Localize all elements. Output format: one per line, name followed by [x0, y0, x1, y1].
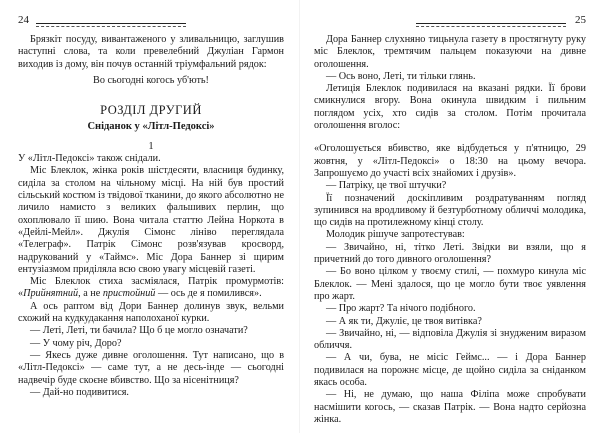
dialogue-line: — Звичайно, ні, тітко Леті. Звідки ви взяли, що я причетний до того дивного оголошення? — [314, 241, 586, 266]
dialogue-line: — Звичайно, ні, — відповіла Джулія зі знудженим виразом обличчя. — [314, 327, 586, 352]
paragraph: Летиція Блеклок подивилася на вказані рядки. Її брови смикнулися вгору. Вона окинула швидким і пильним поглядом усіх, хто сидів за столом. Потім прочитала оголошення вголос: — [314, 83, 586, 132]
opening-paragraph: Брязкіт посуду, вивантаженого у зливальницю, заглушив наступні слова, та коли превелебний Джуліан Гармон виходив із дому, він почув останній тріумфальний рядок: — [18, 34, 284, 70]
paragraph: У «Літл-Педоксі» також снідали. — [18, 153, 161, 165]
dialogue-line: — Леті, Леті, ти бачила? Що б це могло означати? — [30, 325, 248, 337]
page-number: 25 — [575, 14, 586, 26]
right-page-header — [314, 0, 586, 34]
dialogue-line: — Патріку, це твої штучки? — [326, 180, 447, 192]
dialogue-line: — Бо воно цілком у твоєму стилі, — похмуро кинула міс Блеклок. — Мені здалося, що це могло бути твоє уявлення про жарт. — [314, 266, 586, 302]
left-page-text — [18, 34, 284, 399]
italic-word: Прийнятний — [23, 288, 79, 300]
section-number: 1 — [148, 141, 154, 153]
dialogue-line: — У чому річ, Доро? — [30, 337, 122, 349]
dialogue-line: — А чи, бува, не місіс Геймс... — і Дора Баннер подивилася на порожнє місце, де щойно сиділа за сніданком якась особа. — [314, 352, 586, 389]
dialogue-line: — Про жарт? Та нічого подібного. — [326, 303, 476, 315]
header-rule — [36, 23, 186, 27]
right-page — [300, 0, 600, 433]
paragraph: Її позначений доскіпливим роздратуванням погляд зупинився на вродливому й безтурботному обличчі молодика, що сидів на протилежному кінці столу. — [314, 192, 586, 229]
paragraph-text: Міс Блеклок стиха засміялася, Патрік промурмотів: « — [18, 276, 284, 300]
paragraph: Дора Баннер слухняно тицьнула газету в простягнуту руку міс Блеклок, тремтячим пальцем показуючи на дивне оголошення. — [314, 34, 586, 70]
dialogue-line: — Ні, не думаю, що наша Філіпа може спробувати насмішити когось, — сказав Патрік. — Вона надто серйозна жінка. — [314, 389, 586, 425]
paragraph — [18, 276, 284, 301]
right-page-text — [314, 34, 586, 426]
song-line: Во сьогодні когось уб'ють! — [93, 74, 209, 86]
italic-word: пристойний — [102, 288, 156, 300]
chapter-title: РОЗДІЛ ДРУГИЙ — [100, 103, 202, 118]
page-number: 24 — [18, 14, 29, 26]
paragraph: Міс Блеклок, жінка років шістдесяти, власниця будинку, сиділа за столом на чільному місці. На ній був простий сільський костюм із твідової тканини, до якого абсолютно не личило намисто з великих фальшивих перлин, що охоплювало її шию. Вона читала статтю Лейна Норкота в «Дейлі-Мейл». Джулія Сімонс лініво переглядала «Телеграф». Патрік Сімонс розв'язував кросворд, надрукований у «Таймс». Міс Дора Баннер зі щирим ентузіазмом приділяла всю свою увагу місцевій газеті. — [18, 165, 284, 275]
chapter-subtitle: Сніданок у «Літл-Педоксі» — [87, 121, 215, 133]
dialogue-line: — Дай-но подивитися. — [30, 386, 129, 398]
dialogue-line: — Якесь дуже дивне оголошення. Тут написано, що в «Літл-Педоксі» — саме тут, а не десь-інде — сьогодні надвечір буде скоєне вбивство. Що за нісенітниця? — [18, 349, 284, 386]
paragraph-text: — ось де я помилився». — [155, 288, 262, 300]
paragraph: Молодик рішуче запротестував: — [326, 229, 465, 241]
dialogue-line: — А як ти, Джуліє, це твоя витівка? — [326, 315, 482, 327]
left-page-header — [18, 0, 284, 34]
newspaper-notice: «Оголошується вбивство, яке відбудеться у п'ятницю, 29 жовтня, у «Літл-Педоксі» о 18:30 на цьому вечора. Запрошуємо до участі всіх знайомих і друзів». — [314, 143, 586, 179]
paragraph-text: , а не — [78, 288, 103, 300]
paragraph: А ось раптом від Дори Баннер долинув звук, вельми схожий на кудкудакання наполоханої курки. — [18, 300, 284, 325]
dialogue-line: — Ось воно, Леті, ти тільки глянь. — [326, 70, 476, 82]
header-rule — [416, 23, 566, 27]
